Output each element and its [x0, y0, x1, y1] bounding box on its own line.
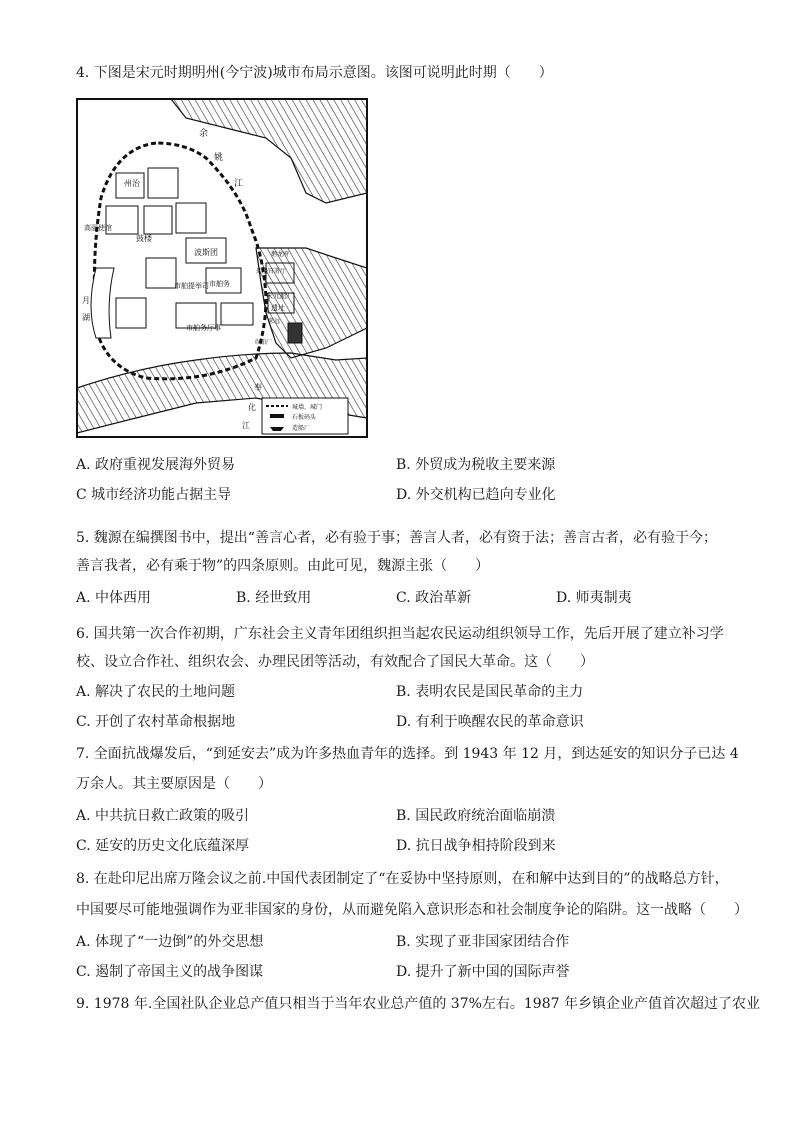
map-label-yao: 姚	[214, 153, 224, 163]
q6-option-d[interactable]: D. 有利于唤醒农民的革命意识	[396, 714, 584, 730]
q7-stem-line2: 万余人。其主要原因是（ ）	[76, 776, 272, 792]
map-label-jian: 鹅龙府	[271, 251, 290, 258]
q8-option-a[interactable]: A. 体现了“一边倒”的外交思想	[76, 934, 264, 950]
legend-shipyard: 造船厂	[292, 425, 311, 432]
legend-wall: 城墙、城门	[292, 404, 323, 411]
q5-option-c[interactable]: C. 政治革新	[396, 590, 472, 606]
map-label-laiyuan: 来远	[268, 318, 281, 325]
q7-stem-line1: 7. 全面抗战爆发后，“到延安去”成为许多热血青年的选择。到 1943 年 12 月，到达延安的知识分子已达 4	[76, 746, 739, 762]
map-label-zhouzhi: 州治	[124, 179, 140, 188]
map-label-jiang1: 江	[234, 179, 244, 189]
q6-option-a[interactable]: A. 解决了农民的土地问题	[76, 684, 236, 700]
map-label-shichuan: 市舶厂	[254, 339, 273, 346]
map-label-shibowu-ting: 市舶务厅事	[186, 324, 221, 332]
q8-option-b[interactable]: B. 实现了亚非国家团结合作	[396, 934, 570, 950]
q9-stem-line1: 9. 1978 年.全国社队企业总产值只相当于当年农业总产值的 37%左右。1987 年乡镇企业产值首次超过了农业	[76, 996, 760, 1012]
q4-option-a[interactable]: A. 政府重视发展海外贸易	[76, 457, 236, 473]
q5-stem-line1: 5. 魏源在编撰图书中，提出“善言心者，必有验于事；善言人者，必有资于法；善言古者，必有验于今；	[76, 530, 717, 546]
q8-stem-line1: 8. 在赴印尼出席万隆会议之前.中国代表团制定了“在妥协中坚持原则，在和解中达到目的”的战略总方针，	[76, 871, 729, 887]
q5-option-d[interactable]: D. 师夷制夷	[556, 590, 632, 606]
q7-option-c[interactable]: C. 延安的历史文化底蕴深厚	[76, 838, 250, 854]
q6-stem-line2: 校、设立合作社、组织农会、办理民团等活动，有效配合了国民大革命。这（ ）	[76, 654, 594, 670]
map-label-bosi: 波斯团	[194, 248, 218, 257]
map-label-gaoli: 高丽使馆	[84, 224, 112, 232]
map-label-shibo-jusi: 市舶提举司	[174, 282, 209, 290]
q7-option-b[interactable]: B. 国民政府统治面临崩溃	[396, 808, 556, 824]
q8-stem-line2: 中国要尽可能地强调作为亚非国家的身份，从而避免陷入意识形态和社会制度争论的陷阱。这一战略（ ）	[76, 902, 748, 918]
map-label-shibowu: 市舶务	[209, 280, 230, 288]
map-label-feng: 奉	[254, 383, 262, 392]
map-label-yizhi: 遗址	[271, 304, 285, 312]
map-label-lanshu: 造船官署厅	[256, 268, 287, 275]
q6-option-b[interactable]: B. 表明农民是国民革命的主力	[396, 684, 584, 700]
q8-option-c[interactable]: C. 遏制了帝国主义的战争图谋	[76, 964, 264, 980]
map-label-yu: 余	[199, 129, 209, 139]
q4-option-d[interactable]: D. 外交机构已趋向专业化	[396, 487, 556, 503]
map-label-yue: 月	[82, 296, 90, 305]
map-label-gulou: 鼓楼	[136, 234, 152, 243]
q7-option-a[interactable]: A. 中共抗日救亡政策的吸引	[76, 808, 250, 824]
q5-stem-line2: 善言我者，必有乘于物”的四条原则。由此可见，魏源主张（ ）	[76, 558, 490, 574]
q7-option-d[interactable]: D. 抗日战争相持阶段到来	[396, 838, 556, 854]
q8-option-d[interactable]: D. 提升了新中国的国际声誉	[396, 964, 570, 980]
ningbo-city-map	[76, 98, 368, 438]
map-label-hu: 湖	[82, 313, 90, 322]
q4-option-c[interactable]: C 城市经济功能占据主导	[76, 487, 232, 503]
q6-stem-line1: 6. 国共第一次合作初期，广东社会主义青年团组织担当起农民运动组织领导工作，先后开展了建立补习学	[76, 626, 724, 642]
q5-option-b[interactable]: B. 经世致用	[236, 590, 312, 606]
map-label-hua: 化	[248, 403, 256, 412]
q4-option-b[interactable]: B. 外贸成为税收主要来源	[396, 457, 556, 473]
q6-option-c[interactable]: C. 开创了农村革命根据地	[76, 714, 236, 730]
map-label-songyuan: 宋元船厂	[266, 292, 294, 300]
map-label-jiang2: 江	[242, 421, 250, 430]
legend-pier: 石板码头	[292, 414, 317, 421]
q5-option-a[interactable]: A. 中体西用	[76, 590, 152, 606]
q4-stem: 4. 下图是宋元时期明州(今宁波)城市布局示意图。该图可说明此时期（ ）	[76, 65, 553, 81]
